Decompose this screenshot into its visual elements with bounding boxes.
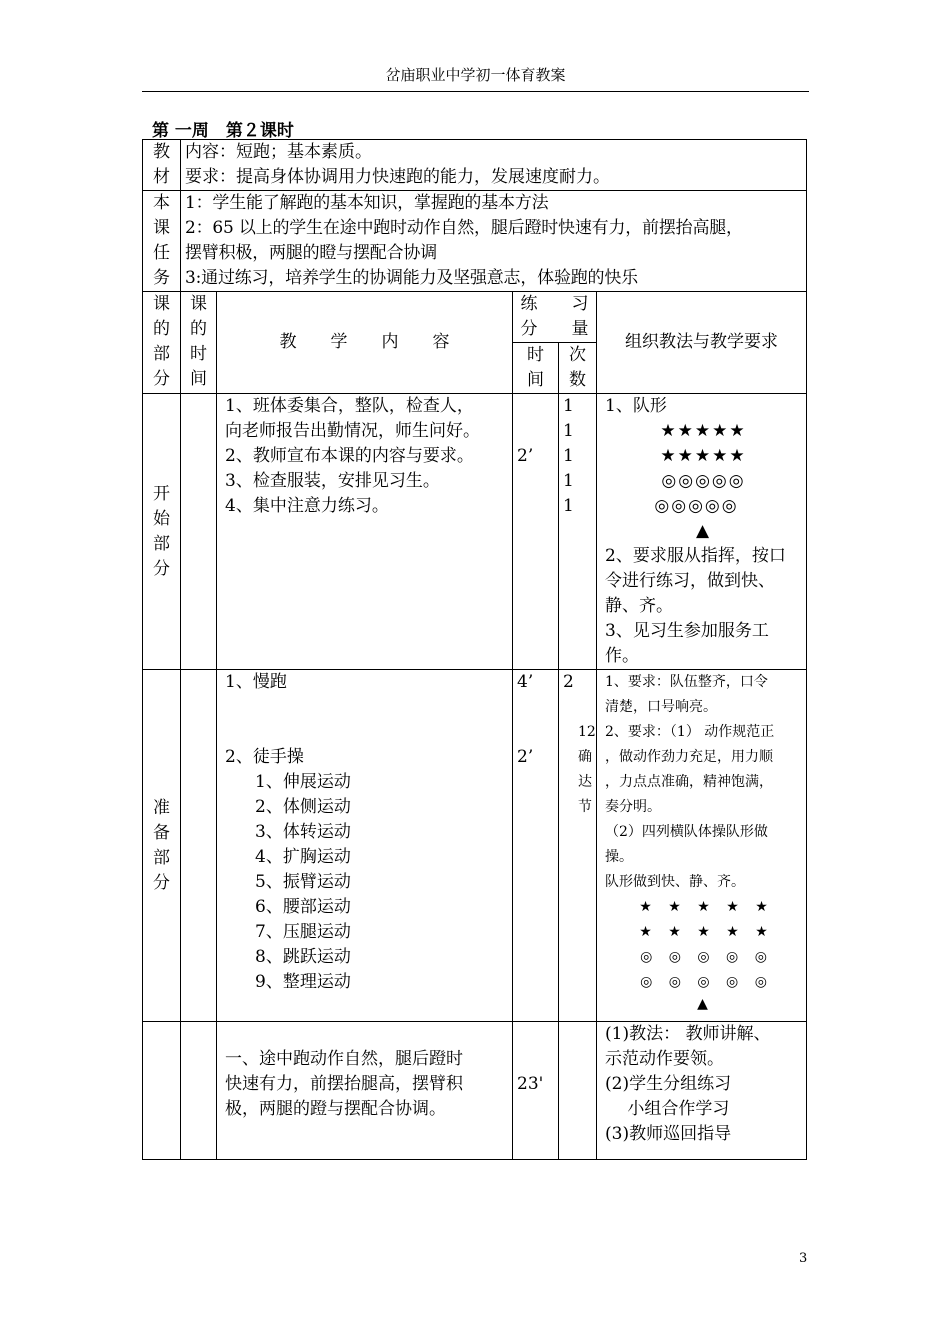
prep-formation-row: ◎ ◎ ◎ ◎ ◎ — [640, 949, 767, 965]
page-number: 3 — [799, 1251, 808, 1266]
prep-count-overflow: 12 确 达 节 — [578, 724, 596, 815]
basic-time-cell — [181, 1022, 217, 1160]
start-content: 1、班体委集合，整队，检查人， 向老师报告出勤情况，师生问好。 2、教师宣布本课的内容与要求。 3、检查服装，安排见习生。 4、集中注意力练习。 — [217, 394, 513, 670]
material-label: 教 材 — [143, 140, 181, 191]
start-section-label: 开 始 部 分 — [143, 394, 181, 670]
prep-section-label: 准 备 部 分 — [143, 670, 181, 1022]
start-duration: 2’ — [513, 394, 559, 670]
exercise-item: 7、压腿运动 — [255, 922, 351, 942]
page-header-title: 岔庙职业中学初一体育教案 — [385, 66, 566, 84]
start-formation-row: ◎◎◎◎◎ — [654, 496, 739, 516]
prep-formation-row: ★ ★ ★ ★ ★ — [639, 924, 768, 940]
start-time-cell — [181, 394, 217, 670]
col-header-practice: 练 习 分 量 — [513, 292, 597, 343]
exercise-item: 2、体侧运动 — [255, 797, 351, 817]
teacher-marker-icon: ▲ — [695, 521, 712, 541]
col-header-organization: 组织教法与教学要求 — [597, 292, 807, 394]
basic-section-label — [143, 1022, 181, 1160]
basic-content: 一、途中跑动作自然，腿后蹬时 快速有力，前摆抬腿高，摆臂积 极，两腿的蹬与摆配合协调。 — [217, 1022, 513, 1160]
prep-content: 1、慢跑 2、徒手操 1、伸展运动 2、体侧运动 3、体转运动 4、扩胸运动 5、振臂运动 6、腰部运动 7、压腿运动 8、跳跃运动 9、整理运动 — [217, 670, 513, 1022]
col-header-content: 教 学 内 容 — [217, 292, 513, 394]
start-counts: 1 1 1 1 1 — [559, 394, 597, 670]
prep-formation-row: ★ ★ ★ ★ ★ — [639, 899, 768, 915]
prep-formation-row: ◎ ◎ ◎ ◎ ◎ — [640, 974, 767, 990]
week-lesson-label: 第 一周 第２课时 — [152, 121, 294, 141]
exercise-item: 5、振臂运动 — [255, 872, 351, 892]
teacher-marker-icon: ▲ — [697, 996, 710, 1012]
tasks-row — [143, 191, 807, 292]
start-formation-row: ◎◎◎◎◎ — [661, 471, 746, 491]
exercise-item: 8、跳跃运动 — [255, 947, 351, 967]
prep-counts: 2 — [559, 670, 597, 1022]
prep-time-cell — [181, 670, 217, 1022]
start-formation-row: ★★★★★ — [660, 421, 747, 441]
exercise-item: 3、体转运动 — [255, 822, 351, 842]
start-formation-row: ★★★★★ — [660, 446, 747, 466]
start-organization: 1、队形 ★★★★★ ★★★★★ ◎◎◎◎◎ ◎◎◎◎◎ ▲ 2、要求服从指挥，按口 令进行练习，做到快、 静、齐。 3、见习生参加服务工 作。 — [597, 394, 807, 670]
col-header-part: 课 的 部 分 — [143, 292, 181, 394]
start-section-row — [143, 394, 807, 670]
header-divider — [142, 91, 809, 92]
exercise-item: 9、整理运动 — [255, 972, 351, 992]
col-header-time: 课 的 时 间 — [181, 292, 217, 394]
basic-counts — [559, 1022, 597, 1160]
col-header-duration: 时 间 — [513, 343, 559, 394]
material-row — [143, 140, 807, 191]
basic-duration: 23' — [513, 1022, 559, 1160]
prep-organization: 1、要求：队伍整齐，口令 清楚，口号响亮。 2、要求：（1） 动作规范正 ，做动作劲力充足，用力顺 ，力点点准确，精神饱满， 奏分明。 （2）四列横队体操队形做 操。 队形做到快、静、齐。 ★ ★ ★ ★ ★ ★ ★ ★ ★ ★ ◎ ◎ ◎ ◎ ◎ ◎ ◎ ◎ ◎ ◎ ▲ — [597, 670, 807, 1022]
material-content: 内容：短跑；基本素质。 要求：提高身体协调用力快速跑的能力，发展速度耐力。 — [181, 140, 807, 191]
prep-duration: 4’ 2’ — [513, 670, 559, 1022]
basic-organization: (1)教法： 教师讲解、 示范动作要领。 (2)学生分组练习 小组合作学习 (3)教师巡回指导 — [597, 1022, 807, 1160]
exercise-item: 1、伸展运动 — [255, 772, 351, 792]
tasks-label: 本 课 任 务 — [143, 191, 181, 292]
exercise-item: 6、腰部运动 — [255, 897, 351, 917]
lesson-plan-table — [142, 139, 807, 1160]
basic-section-row — [143, 1022, 807, 1160]
col-header-count: 次 数 — [559, 343, 597, 394]
column-header-row — [143, 292, 807, 343]
tasks-content: 1：学生能了解跑的基本知识，掌握跑的基本方法 2：65 以上的学生在途中跑时动作自然，腿后蹬时快速有力，前摆抬高腿， 摆臂积极，两腿的瞪与摆配合协调 3:通过练习，培养学生的协调能力及坚强意志，体验跑的快乐 — [181, 191, 807, 292]
exercise-item: 4、扩胸运动 — [255, 847, 351, 867]
prep-section-row — [143, 670, 807, 1022]
